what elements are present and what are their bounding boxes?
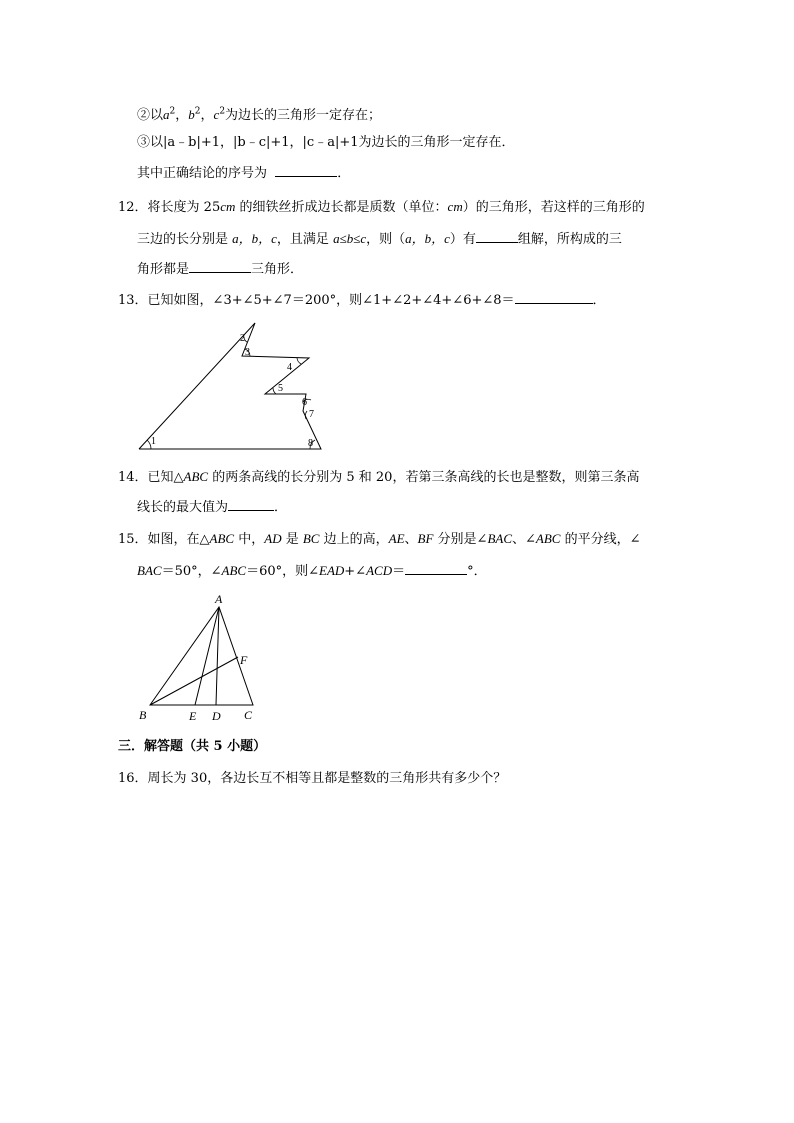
circled-number-2: ② xyxy=(137,108,151,123)
angle-label-7: 7 xyxy=(309,409,314,420)
period: ． xyxy=(274,500,288,515)
q11-item2-tail: 为边长的三角形一定存在； xyxy=(225,108,382,123)
angle-label-6: 6 xyxy=(302,397,307,408)
vars-abc: a，b，c xyxy=(232,231,277,246)
question-number: 15． xyxy=(118,532,148,547)
question-number: 16． xyxy=(118,771,148,786)
q13-text: 已知如图，∠3+∠5+∠7＝200°，则∠1+∠2+∠4+∠6+∠8＝ xyxy=(147,293,515,308)
q12-text: 三角形． xyxy=(251,262,304,277)
segment-ae-line xyxy=(195,607,219,705)
segment-bc: BC xyxy=(302,531,320,546)
q11-item3-text: 以|a﹣b|+1，|b﹣c|+1，|c﹣a|+1为边长的三角形一定存在． xyxy=(150,135,515,150)
angle-acd: ACD xyxy=(366,563,393,578)
q15-text: 、 xyxy=(404,532,418,547)
segment-ae: AE xyxy=(388,531,405,546)
q14-text: 线长的最大值为 xyxy=(137,500,229,515)
q15-text: 的平分线，∠ xyxy=(560,532,641,547)
q12-text: 角形都是 xyxy=(137,262,190,277)
q15-text: ＝ xyxy=(392,564,406,579)
exp-a: 2 xyxy=(169,106,176,117)
sep: ， xyxy=(175,108,189,123)
period: ． xyxy=(337,166,351,181)
angle-label-3: 3 xyxy=(245,347,250,358)
q15-text: ＝50°，∠ xyxy=(161,564,222,579)
q14-text: 已知△ xyxy=(147,470,184,485)
q16-text: 周长为 30，各边长互不相等且都是整数的三角形共有多少个？ xyxy=(147,771,507,786)
triangle-abc-outline xyxy=(150,607,253,705)
segment-bf-line xyxy=(150,657,238,705)
q15-text: 边上的高， xyxy=(319,532,389,547)
angle-bac: BAC xyxy=(487,531,513,546)
question-number: 13． xyxy=(118,293,148,308)
q14-text: 的两条高线的长分别为 5 和 20，若第三条高线的长也是整数，则第三条高 xyxy=(208,470,640,485)
q16-line-1 xyxy=(118,770,506,788)
angle-label-1: 1 xyxy=(151,436,156,447)
q11-item2-pre: 以 xyxy=(150,108,164,123)
triangle-abc: ABC xyxy=(209,531,235,546)
q15-text: 中， xyxy=(234,532,265,547)
unit-cm: cm xyxy=(447,199,463,214)
segment-bf: BF xyxy=(417,531,434,546)
q12-text: 组解，所构成的三 xyxy=(517,232,622,247)
segment-ad: AD xyxy=(264,531,282,546)
degree-period: °． xyxy=(467,564,487,579)
point-label-c: C xyxy=(244,708,253,722)
exp-b: 2 xyxy=(194,106,201,117)
q11-conclusion-text: 其中正确结论的序号为 xyxy=(137,166,268,181)
angle-abc: ABC xyxy=(535,531,561,546)
section-heading xyxy=(118,738,266,756)
q15-text: 如图，在△ xyxy=(147,532,210,547)
q15-text: 是 xyxy=(281,532,303,547)
q12-text: 将长度为 25 xyxy=(147,200,221,215)
question-number: 12． xyxy=(118,200,148,215)
point-label-b: B xyxy=(139,708,147,722)
unit-cm: cm xyxy=(220,199,236,214)
q12-text: ）有 xyxy=(449,232,476,247)
var-a: a xyxy=(163,107,170,122)
angle-ead: EAD xyxy=(319,563,345,578)
angle-label-2: 2 xyxy=(240,333,245,344)
q15-text: 分别是∠ xyxy=(433,532,488,547)
angle-label-4: 4 xyxy=(287,362,292,373)
angle-bac: BAC xyxy=(137,563,162,578)
point-label-f: F xyxy=(240,653,248,667)
triangle-abc: ABC xyxy=(183,469,209,484)
q12-text: ，则（ xyxy=(366,232,406,247)
var-c: c xyxy=(213,107,220,122)
angle-abc: ABC xyxy=(221,563,247,578)
var-b: b xyxy=(188,107,195,122)
period: ． xyxy=(592,293,606,308)
condition: a≤b≤c xyxy=(333,231,367,246)
segment-ad-line xyxy=(216,607,219,705)
point-label-a: A xyxy=(215,592,223,606)
q15-text: ＝60°，则∠ xyxy=(246,564,319,579)
vars-abc: a，b，c xyxy=(405,231,450,246)
question-number: 14． xyxy=(118,470,148,485)
q12-text: ，且满足 xyxy=(276,232,334,247)
q12-text: 三边的长分别是 xyxy=(137,232,233,247)
sep: ， xyxy=(200,108,214,123)
exp-c: 2 xyxy=(219,106,226,117)
angle-label-5: 5 xyxy=(278,383,283,394)
q12-text: 的细铁丝折成边长都是质数（单位： xyxy=(235,200,448,215)
angle-label-8: 8 xyxy=(308,438,313,449)
circled-number-3: ③ xyxy=(137,135,151,150)
q15-text: +∠ xyxy=(344,564,367,579)
q12-text: ）的三角形，若这样的三角形的 xyxy=(462,200,645,215)
section-title: 三．解答题（共 5 小题） xyxy=(118,739,267,754)
point-label-d: D xyxy=(212,709,221,723)
point-label-e: E xyxy=(189,709,197,723)
q15-text: 、∠ xyxy=(512,532,536,547)
